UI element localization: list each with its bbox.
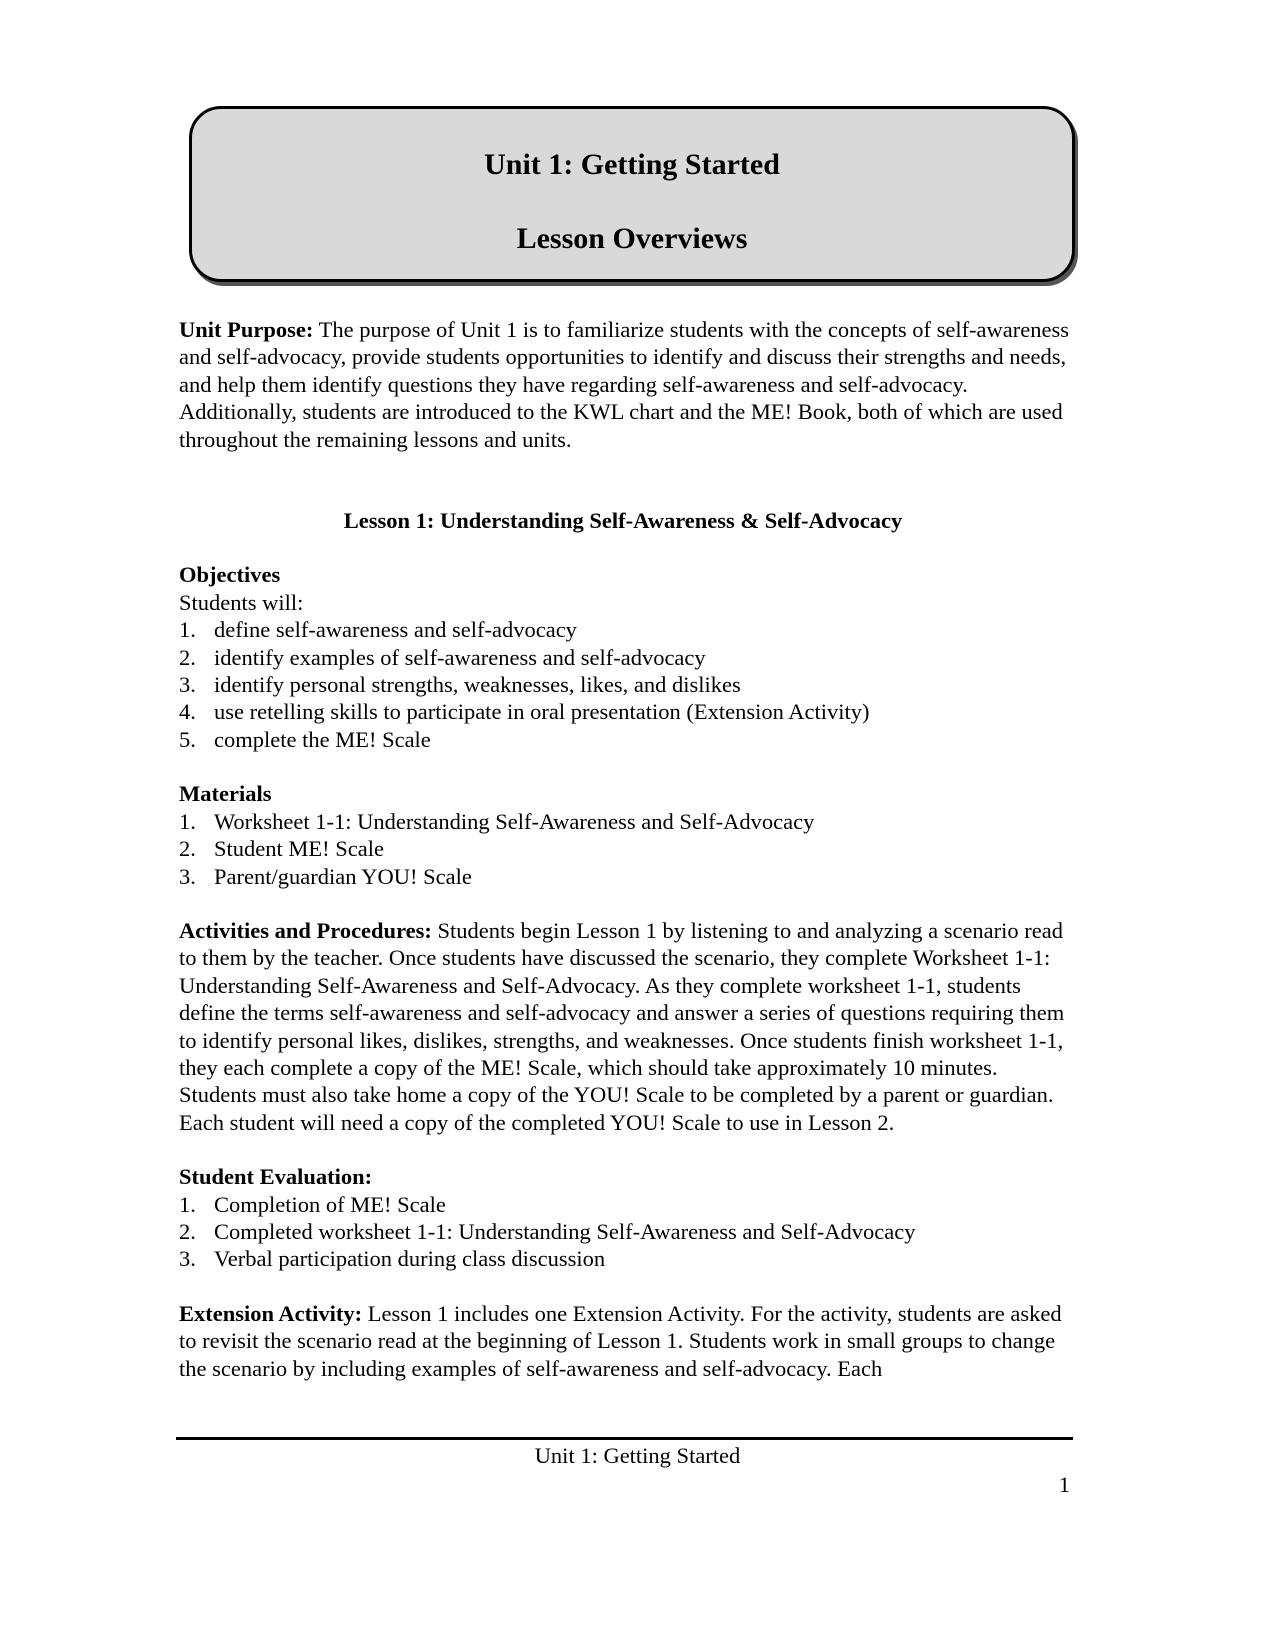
list-item-text: identify personal strengths, weaknesses, likes, and dislikes <box>214 672 741 698</box>
objectives-intro: Students will: <box>179 589 304 615</box>
activities-paragraph <box>179 917 1079 1136</box>
list-item <box>179 1191 1079 1218</box>
evaluation-list <box>179 1191 1079 1273</box>
unit-purpose-text: The purpose of Unit 1 is to familiarize students with the concepts of self-awareness and self-advocacy, provide students opportunities to identify and discuss their strengths and needs, and help them identify questions they have regarding self-awareness and self-advocacy. Additionally, students are introduced to the KWL chart and the ME! Book, both of which are used throughout the remaining lessons and units. <box>179 317 1070 452</box>
page-number: 1 <box>1058 1472 1070 1497</box>
list-item-text: use retelling skills to participate in oral presentation (Extension Activity) <box>214 699 870 725</box>
extension-text: Lesson 1 includes one Extension Activity. For the activity, students are asked to revisit the scenario read at the beginning of Lesson 1. Students work in small groups to change the scenario by including examples of self-awareness and self-advocacy. Each <box>179 1300 1062 1381</box>
list-number: 1. <box>179 617 196 643</box>
spacer <box>179 1273 1079 1300</box>
list-item-text: Parent/guardian YOU! Scale <box>214 863 472 889</box>
document-body <box>179 316 1079 1382</box>
list-number: 4. <box>179 699 196 725</box>
list-item-text: Student ME! Scale <box>214 836 384 862</box>
extension-label: Extension Activity: <box>179 1300 363 1326</box>
spacer <box>179 890 1079 917</box>
spacer <box>179 1136 1079 1163</box>
list-number: 1. <box>179 808 196 834</box>
footer-text: Unit 1: Getting Started <box>534 1443 741 1468</box>
objectives-list <box>179 616 1079 753</box>
list-number: 1. <box>179 1191 196 1217</box>
materials-list <box>179 808 1079 890</box>
list-number: 3. <box>179 863 196 889</box>
list-item-text: Verbal participation during class discussion <box>214 1246 606 1272</box>
list-item-text: identify examples of self-awareness and self-advocacy <box>214 644 706 670</box>
unit-purpose-label: Unit Purpose: <box>179 317 314 342</box>
list-item-text: Completed worksheet 1-1: Understanding Self-Awareness and Self-Advocacy <box>214 1218 916 1244</box>
lesson-heading: Lesson 1: Understanding Self-Awareness & Self-Advocacy <box>343 508 903 534</box>
list-item <box>179 808 1079 835</box>
list-item-text: complete the ME! Scale <box>214 726 431 752</box>
list-item <box>179 835 1079 862</box>
list-item <box>179 671 1079 698</box>
list-item-text: Completion of ME! Scale <box>214 1191 446 1217</box>
extension-paragraph <box>179 1300 1079 1382</box>
footer-divider <box>176 1437 1073 1440</box>
list-item <box>179 1245 1079 1272</box>
list-number: 3. <box>179 1246 196 1272</box>
list-item <box>179 644 1079 671</box>
objectives-title: Objectives <box>179 562 281 588</box>
spacer <box>179 753 1079 780</box>
header-box <box>189 106 1075 282</box>
list-item-text: define self-awareness and self-advocacy <box>214 617 577 643</box>
list-item <box>179 698 1079 725</box>
list-item <box>179 863 1079 890</box>
list-item <box>179 616 1079 643</box>
activities-label: Activities and Procedures: <box>179 917 432 943</box>
unit-purpose-paragraph <box>179 316 1079 453</box>
list-number: 5. <box>179 726 196 752</box>
evaluation-title: Student Evaluation: <box>179 1164 373 1190</box>
lesson-overviews-title: Lesson Overviews <box>516 222 748 255</box>
activities-text: Students begin Lesson 1 by listening to and analyzing a scenario read to them by the teacher. Once students have discussed the scenario, they complete Worksheet 1-1: Understanding Self-Awareness and Self-Advocacy. As they complete worksheet 1-1, students define the terms self-awareness and self-advocacy and answer a series of questions requiring them to identify personal likes, dislikes, strengths, and weaknesses. Once students finish worksheet 1-1, they each complete a copy of the ME! Scale, which should take approximately 10 minutes. Students must also take home a copy of the YOU! Scale to be completed by a parent or guardian. Each student will need a copy of the completed YOU! Scale to use in Lesson 2. <box>179 917 1065 1135</box>
unit-title: Unit 1: Getting Started <box>484 148 780 181</box>
list-number: 2. <box>179 1218 196 1244</box>
list-item-text: Worksheet 1-1: Understanding Self-Awareness and Self-Advocacy <box>214 808 815 834</box>
list-item <box>179 1218 1079 1245</box>
list-item <box>179 726 1079 753</box>
list-number: 2. <box>179 836 196 862</box>
list-number: 3. <box>179 672 196 698</box>
materials-title: Materials <box>179 781 272 807</box>
list-number: 2. <box>179 644 196 670</box>
